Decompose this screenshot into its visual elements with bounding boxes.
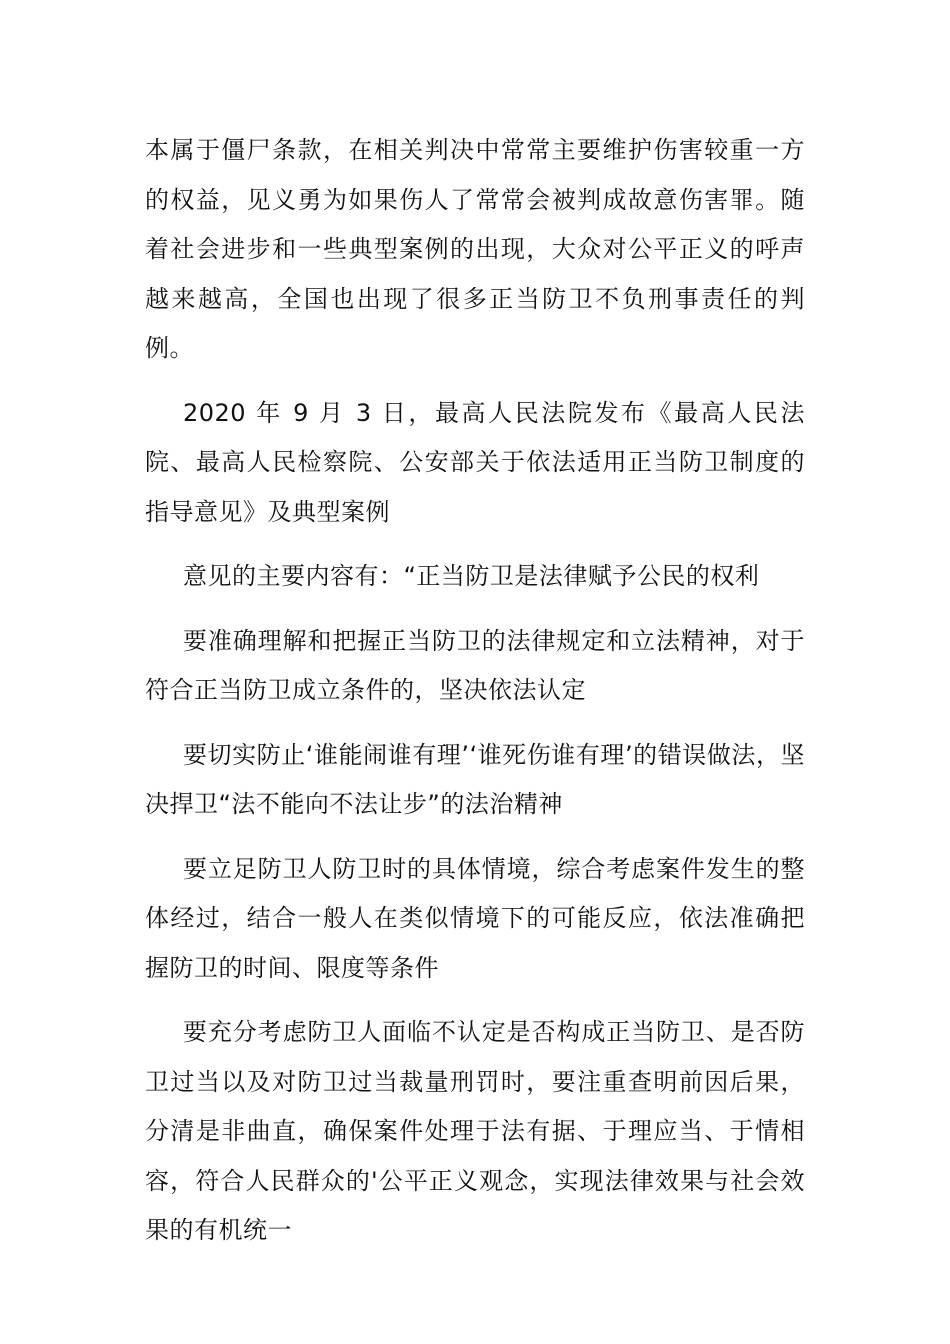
paragraph-full-consideration: 要充分考虑防卫人面临不认定是否构成正当防卫、是否防卫过当以及对防卫过当裁量刑罚时，要注重查明前因后果，分清是非曲直，确保案件处理于法有据、于理应当、于情相容，符合人民群众的'公平正义观念，实现法律效果与社会效果的有机统一 (145, 1018, 805, 1244)
paragraph-understand-law: 要准确理解和把握正当防卫的法律规定和立法精神，对于符合正当防卫成立条件的，坚决依法认定 (145, 626, 805, 704)
paragraph-prevent-errors: 要切实防止‘谁能闹谁有理’‘谁死伤谁有理’的错误做法，坚决捍卫“法不能向不法让步”的法治精神 (145, 740, 805, 818)
paragraph-continuation: 本属于僵尸条款，在相关判决中常常主要维护伤害较重一方的权益，见义勇为如果伤人了常常会被判成故意伤害罪。随着社会进步和一些典型案例的出现，大众对公平正义的呼声越来越高，全国也出现了很多正当防卫不负刑事责任的判例。 (145, 136, 805, 362)
paragraph-release-date: 2020 年 9 月 3 日，最高人民法院发布《最高人民法院、最高人民检察院、公安部关于依法适用正当防卫制度的指导意见》及典型案例 (145, 398, 805, 526)
paragraph-opinion-intro: 意见的主要内容有：“正当防卫是法律赋予公民的权利 (183, 562, 760, 590)
paragraph-specific-situation: 要立足防卫人防卫时的具体情境，综合考虑案件发生的整体经过，结合一般人在类似情境下的可能反应，依法准确把握防卫的时间、限度等条件 (145, 854, 805, 982)
